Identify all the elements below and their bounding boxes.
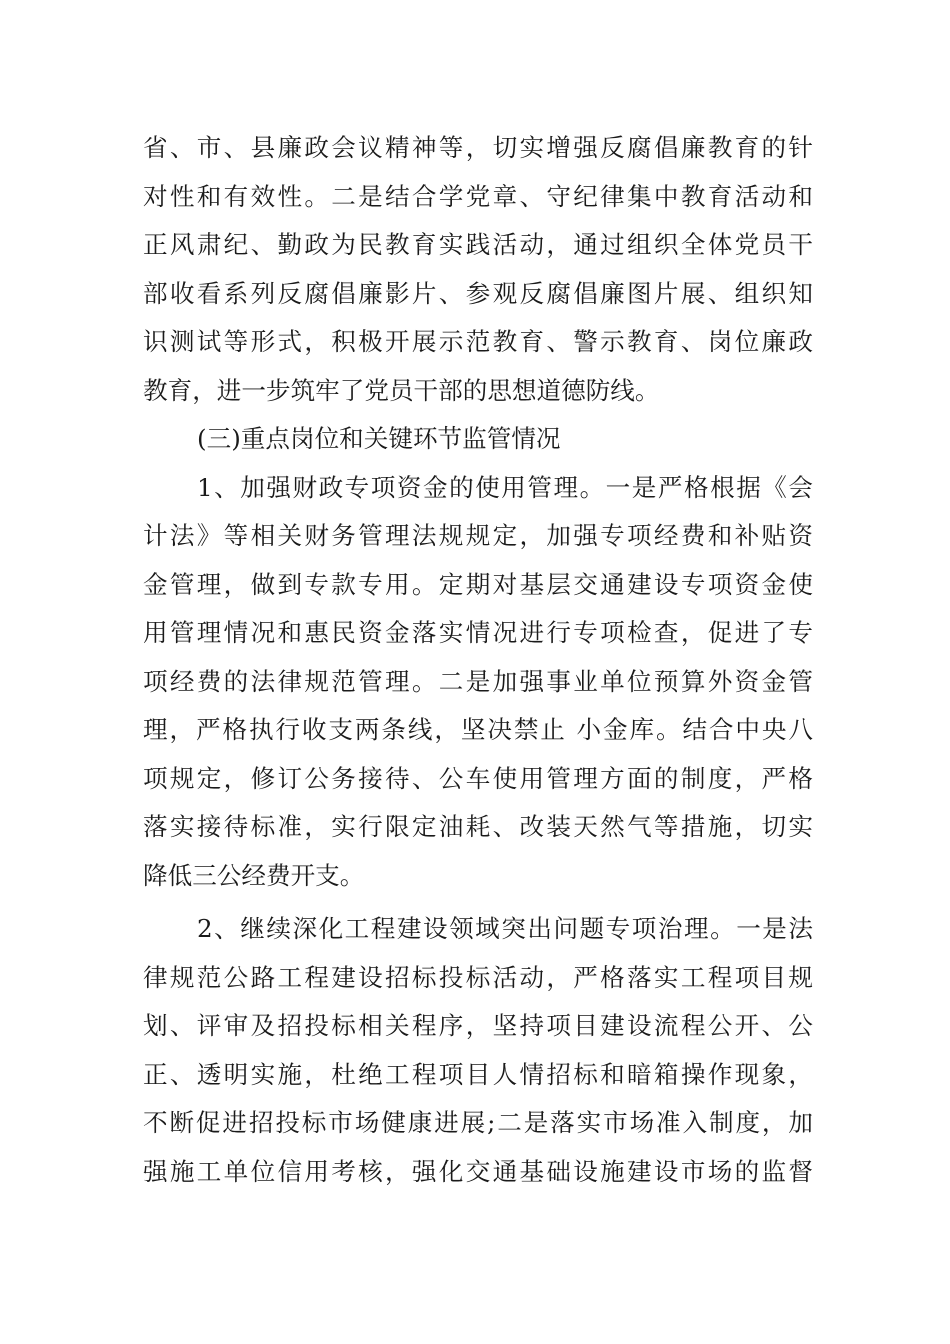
body-line: 理，严格执行收支两条线，坚决禁止 小金库。结合中央八 — [143, 715, 813, 744]
body-line: 降低三公经费开支。 — [143, 860, 365, 890]
body-line: 划、评审及招投标相关程序，坚持项目建设流程公开、公 — [143, 1011, 813, 1040]
body-line: 律规范公路工程建设招标投标活动，严格落实工程项目规 — [143, 962, 813, 992]
document-body — [143, 124, 813, 1196]
body-line: 用管理情况和惠民资金落实情况进行专项检查，促进了专 — [143, 618, 813, 647]
section-heading: (三)重点岗位和关键环节监管情况 — [197, 424, 561, 453]
body-line: 落实接待标准，实行限定油耗、改装天然气等措施，切实 — [143, 812, 813, 841]
body-line: 省、市、县廉政会议精神等，切实增强反腐倡廉教育的针 — [143, 133, 813, 162]
body-line: 部收看系列反腐倡廉影片、参观反腐倡廉图片展、组织知 — [143, 278, 813, 308]
body-line: 不断促进招投标市场健康进展;二是落实市场准入制度，加 — [143, 1108, 813, 1137]
body-line: 金管理，做到专款专用。定期对基层交通建设专项资金使 — [143, 569, 813, 599]
body-line: 1、加强财政专项资金的使用管理。一是严格根据《会 — [197, 472, 813, 502]
body-line: 对性和有效性。二是结合学党章、守纪律集中教育活动和 — [143, 181, 813, 211]
body-line: 正风肃纪、勤政为民教育实践活动，通过组织全体党员干 — [143, 230, 813, 259]
body-line: 项规定，修订公务接待、公车使用管理方面的制度，严格 — [143, 763, 813, 793]
body-line: 正、透明实施，杜绝工程项目人情招标和暗箱操作现象， — [143, 1059, 813, 1089]
body-line: 识测试等形式，积极开展示范教育、警示教育、岗位廉政 — [143, 327, 813, 356]
body-line: 计法》等相关财务管理法规规定，加强专项经费和补贴资 — [143, 521, 813, 550]
body-line: 教育，进一步筑牢了党员干部的思想道德防线。 — [143, 375, 660, 405]
body-line: 项经费的法律规范管理。二是加强事业单位预算外资金管 — [143, 666, 813, 696]
body-line: 2、继续深化工程建设领域突出问题专项治理。一是法 — [197, 914, 813, 943]
body-line: 强施工单位信用考核，强化交通基础设施建设市场的监督 — [143, 1156, 813, 1186]
